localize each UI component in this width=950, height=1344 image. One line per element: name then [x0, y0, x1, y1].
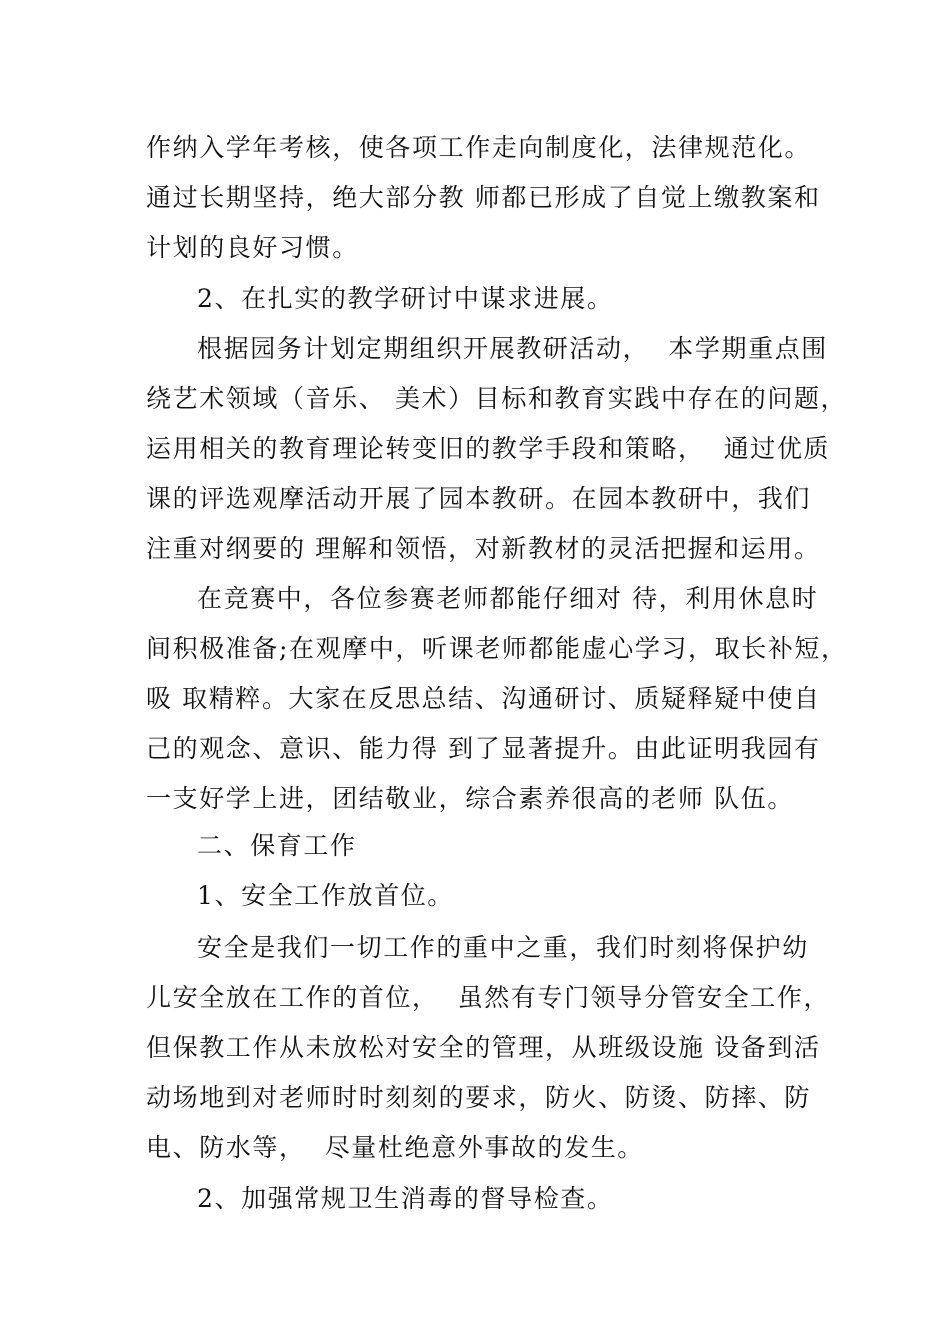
text-line: 间积极准备;在观摩中，听课老师都能虚心学习，取长补短，: [146, 634, 848, 663]
text-line: 吸 取精粹。大家在反思总结、沟通研讨、质疑释疑中使自: [146, 684, 821, 713]
text-line: 己的观念、意识、能力得 到了显著提升。由此证明我园有: [146, 734, 821, 763]
text-line: 计划的良好习惯。: [146, 233, 359, 262]
text-line: 通过长期坚持，绝大部分教 师都已形成了自觉上缴教案和: [146, 183, 821, 212]
text-line: 儿安全放在工作的首位， 虽然有专门领导分管安全工作，: [146, 983, 831, 1012]
text-line: 一支好学上进，团结敬业，综合素养很高的老师 队伍。: [146, 784, 794, 813]
text-line: 电、防水等， 尽量杜绝意外事故的发生。: [146, 1133, 644, 1162]
text-line: 课的评选观摩活动开展了园本教研。在园本教研中，我们: [146, 484, 812, 513]
text-line: 安全是我们一切工作的重中之重，我们时刻将保护幼: [197, 933, 809, 962]
text-line: 注重对纲要的 理解和领悟，对新教材的灵活把握和运用。: [146, 534, 821, 563]
subsection-heading: 2、加强常规卫生消毒的督导检查。: [197, 1184, 614, 1213]
text-line: 但保教工作从未放松对安全的管理，从班级设施 设备到活: [146, 1033, 821, 1062]
text-line: 根据园务计划定期组织开展教研活动， 本学期重点围: [197, 334, 828, 363]
text-line: 绕艺术领域（音乐、 美术）目标和教育实践中存在的问题，: [146, 384, 848, 413]
section-heading: 二、保育工作: [197, 831, 357, 860]
text-line: 运用相关的教育理论转变旧的教学手段和策略， 通过优质: [146, 434, 831, 463]
text-line: 动场地到对老师时时刻刻的要求，防火、防烫、防摔、防: [146, 1083, 812, 1112]
subsection-heading: 1、安全工作放首位。: [197, 881, 454, 910]
text-line: 2、在扎实的教学研讨中谋求进展。: [197, 284, 614, 313]
text-line: 在竞赛中，各位参赛老师都能仔细对 待，利用休息时: [197, 584, 819, 613]
text-line: 作纳入学年考核，使各项工作走向制度化，法律规范化。: [146, 133, 812, 162]
